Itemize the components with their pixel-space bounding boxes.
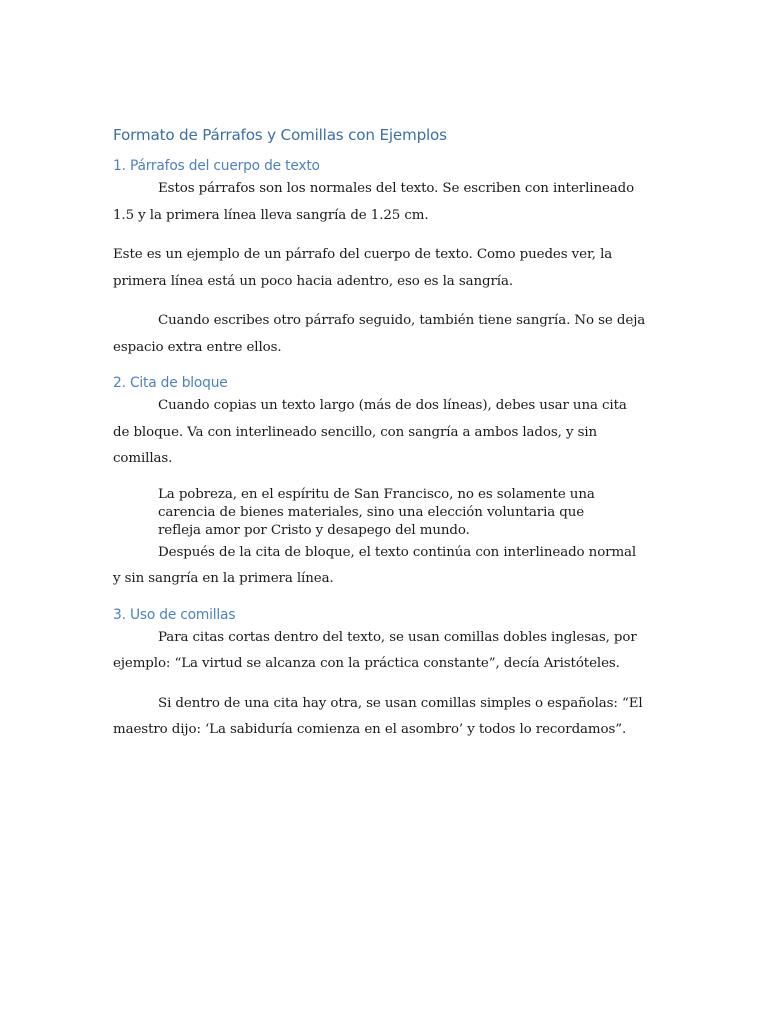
section-2-paragraph-2: Después de la cita de bloque, el texto continúa con interlineado normal y sin sangría en la primera línea.: [113, 544, 637, 586]
section-1-heading: 1. Párrafos del cuerpo de texto: [113, 158, 320, 174]
section-3-paragraph-2: Si dentro de una cita hay otra, se usan comillas simples o españolas: “El maestro dijo: ‘La sabiduría comienza en el asombro’ y todos lo recordamos”.: [113, 695, 643, 737]
document-body: [113, 124, 647, 744]
section-3-heading: 3. Uso de comillas: [113, 606, 236, 623]
section-2-paragraph-1: Cuando copias un texto largo (más de dos líneas), debes usar una cita de bloque. Va con interlineado sencillo, con sangría a ambos lados, y sin comillas.: [113, 398, 627, 466]
block-quote: La pobreza, en el espíritu de San Francisco, no es solamente una carencia de bienes materiales, sino una elección voluntaria que refleja amor por Cristo y desapego del mundo.: [158, 486, 595, 538]
section-1-paragraph-3: Cuando escribes otro párrafo seguido, también tiene sangría. No se deja espacio extra entre ellos.: [113, 313, 646, 355]
section-1-paragraph-1: Estos párrafos son los normales del texto. Se escriben con interlineado 1.5 y la primera línea lleva sangría de 1.25 cm.: [113, 181, 635, 223]
document-title: Formato de Párrafos y Comillas con Ejemplos: [113, 126, 447, 144]
section-2-heading: 2. Cita de bloque: [113, 375, 228, 391]
section-1-paragraph-2: Este es un ejemplo de un párrafo del cuerpo de texto. Como puedes ver, la primera línea está un poco hacia adentro, eso es la sangría.: [113, 247, 613, 289]
section-3-paragraph-1: Para citas cortas dentro del texto, se usan comillas dobles inglesas, por ejemplo: “La virtud se alcanza con la práctica constante”, decía Aristóteles.: [113, 629, 637, 671]
